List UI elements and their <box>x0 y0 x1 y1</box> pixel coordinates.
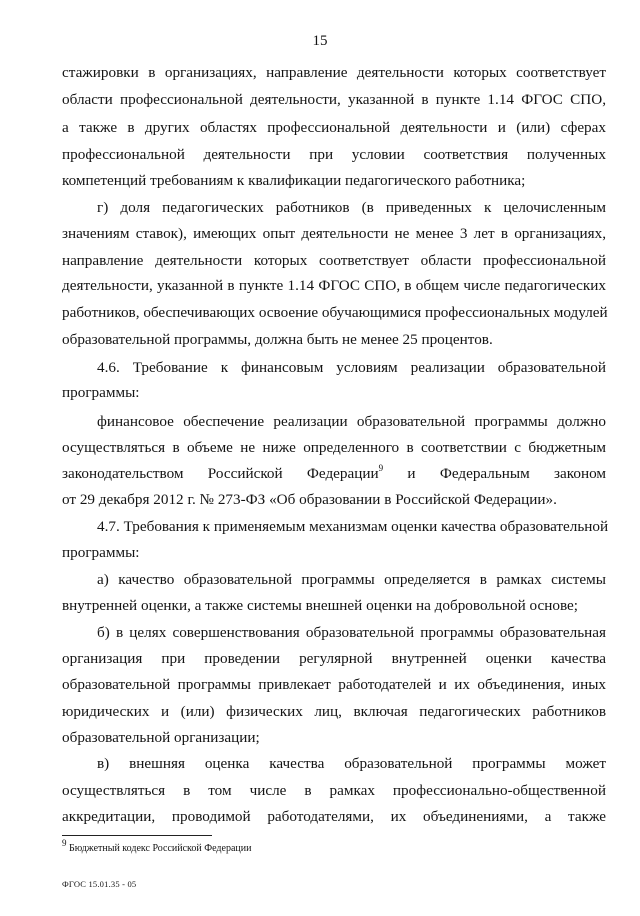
text-line: значениям ставок), имеющих опыт деятельности не менее 3 лет в организациях, <box>62 225 606 242</box>
text-line: б) в целях совершенствования образовательной программы образовательная <box>97 624 606 641</box>
text-line: в) внешняя оценка качества образовательной программы может <box>97 755 606 772</box>
text-line: а) качество образовательной программы определяется в рамках системы <box>97 571 606 588</box>
text-line: осуществляться в объеме не ниже определенного в соответствии с бюджетным <box>62 439 606 456</box>
text-line: а также в других областях профессиональной деятельности и (или) сферах <box>62 119 606 136</box>
text-line: компетенций требованиям к квалификации педагогического работника; <box>62 172 526 189</box>
text-line: образовательной программы, должна быть не менее 25 процентов. <box>62 331 493 348</box>
text-line: направление деятельности которых соответствует области профессиональной <box>62 252 606 269</box>
text-line: образовательной программы привлекает работодателей и их объединения, иных <box>62 676 606 693</box>
text-segment: и Федеральным законом <box>383 465 606 482</box>
text-line: стажировки в организациях, направление деятельности которых соответствует <box>62 64 606 81</box>
text-line: программы: <box>62 384 140 401</box>
text-segment: законодательством Российской Федерации <box>62 465 379 482</box>
footnote-reference[interactable]: 9 <box>378 462 384 473</box>
text-line: юридических и (или) физических лиц, включая педагогических работников <box>62 703 606 720</box>
document-code: ФГОС 15.01.35 - 05 <box>62 879 137 889</box>
text-line: деятельности, указанной в пункте 1.14 ФГОС СПО, в общем числе педагогических <box>62 277 606 294</box>
text-line: внутренней оценки, а также системы внешней оценки на добровольной основе; <box>62 597 578 614</box>
text-line: г) доля педагогических работников (в приведенных к целочисленным <box>97 199 606 216</box>
text-line: работников, обеспечивающих освоение обучающимися профессиональных модулей <box>62 304 608 321</box>
text-line: области профессиональной деятельности, указанной в пункте 1.14 ФГОС СПО, <box>62 91 606 108</box>
footnote-text: Бюджетный кодекс Российской Федерации <box>66 843 252 854</box>
text-line: профессиональной деятельности при условии соответствия полученных <box>62 146 606 163</box>
text-line: осуществляться в том числе в рамках профессионально-общественной <box>62 782 606 799</box>
section-heading-4-6: 4.6. Требование к финансовым условиям реализации образовательной <box>97 359 606 376</box>
text-line: образовательной организации; <box>62 729 260 746</box>
text-line: организация при проведении регулярной внутренней оценки качества <box>62 650 606 667</box>
page-number: 15 <box>312 33 328 49</box>
text-line: программы: <box>62 544 140 561</box>
text-line <box>62 462 606 482</box>
footnote <box>62 837 252 854</box>
footnote-separator <box>62 835 212 836</box>
text-line: финансовое обеспечение реализации образовательной программы должно <box>97 413 606 430</box>
text-line: аккредитации, проводимой работодателями, их объединениями, а также <box>62 808 606 825</box>
footnote-marker: 9 <box>62 837 67 848</box>
text-line: от 29 декабря 2012 г. № 273-ФЗ «Об образовании в Российской Федерации». <box>62 491 557 508</box>
section-heading-4-7: 4.7. Требования к применяемым механизмам оценки качества образовательной <box>97 518 609 535</box>
